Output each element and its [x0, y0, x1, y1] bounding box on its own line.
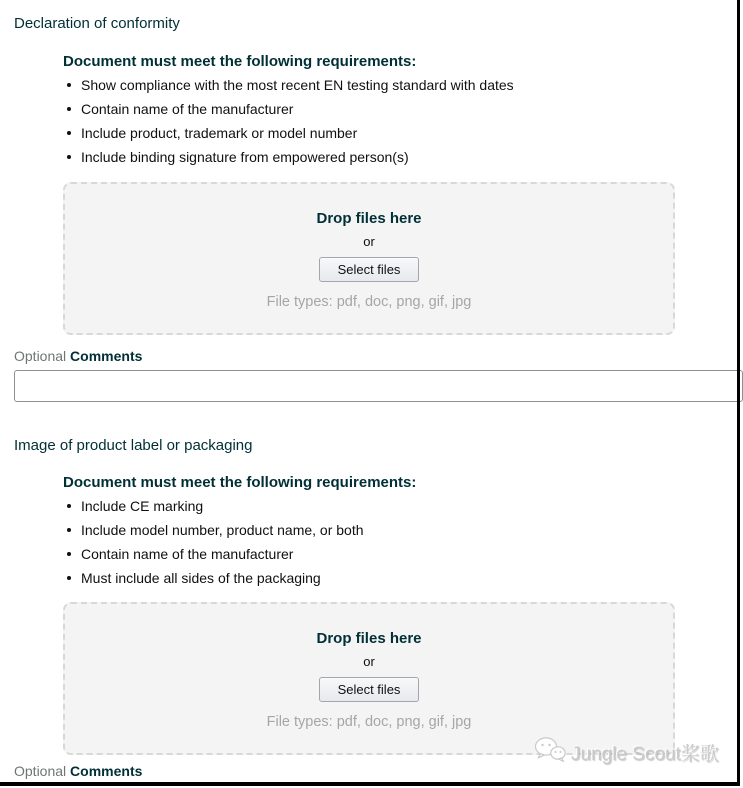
requirements-list — [63, 498, 743, 586]
requirement-item: Show compliance with the most recent EN testing standard with dates — [63, 77, 743, 93]
file-types-hint: File types: pdf, doc, png, gif, jpg — [266, 714, 472, 730]
file-types-hint: File types: pdf, doc, png, gif, jpg — [266, 294, 472, 310]
optional-tag: Optional — [14, 348, 67, 364]
dropzone-or-text: or — [363, 234, 375, 249]
requirements-block — [63, 52, 743, 165]
requirement-item: Must include all sides of the packaging — [63, 570, 743, 586]
requirement-item: Include model number, product name, or both — [63, 522, 743, 538]
watermark-text: Jungle Scout桨歌 — [571, 744, 719, 765]
requirements-heading: Document must meet the following requirements: — [63, 53, 417, 70]
file-dropzone[interactable] — [63, 602, 675, 755]
comments-tag: Comments — [70, 348, 143, 364]
section-title-declaration-of-conformity: Declaration of conformity — [14, 15, 180, 32]
optional-tag: Optional — [14, 763, 67, 779]
crop-border-bottom — [0, 782, 740, 786]
requirements-block — [63, 473, 743, 586]
requirement-item: Contain name of the manufacturer — [63, 101, 743, 117]
requirement-item: Contain name of the manufacturer — [63, 546, 743, 562]
requirement-item: Include binding signature from empowered person(s) — [63, 149, 743, 165]
optional-comments-label — [14, 763, 743, 779]
comments-input[interactable] — [14, 370, 743, 402]
crop-border-right — [737, 0, 740, 786]
dropzone-title: Drop files here — [316, 630, 422, 647]
requirements-list — [63, 77, 743, 165]
file-dropzone[interactable] — [63, 182, 675, 335]
optional-comments-label — [14, 348, 743, 364]
dropzone-or-text: or — [363, 654, 375, 669]
select-files-button[interactable]: Select files — [319, 677, 420, 702]
requirement-item: Include product, trademark or model number — [63, 125, 743, 141]
select-files-button[interactable]: Select files — [319, 257, 420, 282]
dropzone-title: Drop files here — [316, 210, 422, 227]
comments-tag: Comments — [70, 763, 143, 779]
requirements-heading: Document must meet the following requirements: — [63, 474, 417, 491]
requirement-item: Include CE marking — [63, 498, 743, 514]
section-title-image-of-product-label: Image of product label or packaging — [14, 437, 253, 454]
